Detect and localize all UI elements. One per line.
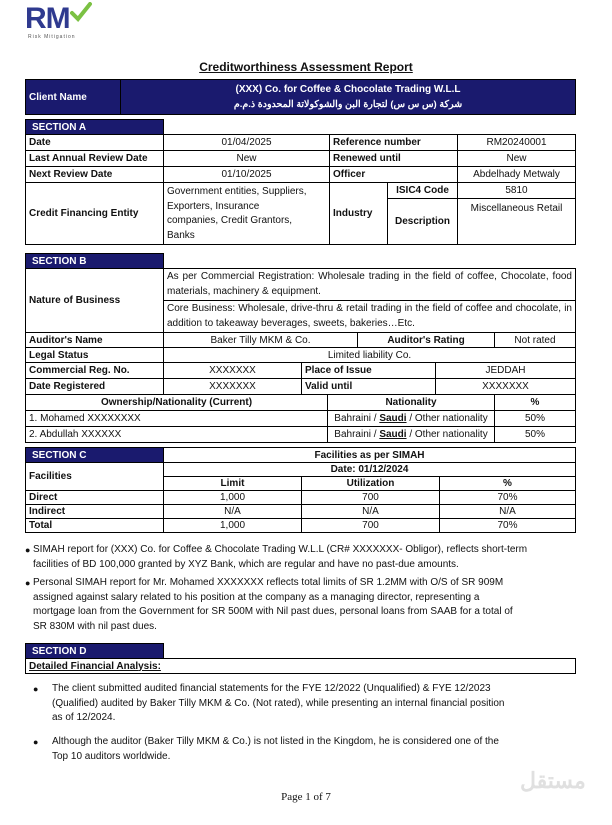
- auditor-rating-value: Not rated: [495, 333, 576, 348]
- renewed-until-label: Renewed until: [330, 151, 458, 167]
- valid-until-value: XXXXXXX: [436, 379, 576, 395]
- bullet-icon: ●: [33, 737, 39, 747]
- table-row: Total 1,000 700 70%: [26, 519, 576, 533]
- simah-company-paragraph: SIMAH report for (XXX) Co. for Coffee & Chocolate Trading W.L.L (CR# XXXXXXX- Obligor), reflects short-term facilities of BD 100,000 granted by XYZ Bank, which are regular and have no past-due amounts.: [33, 544, 528, 570]
- facilities-label: Facilities: [26, 463, 164, 491]
- company-logo: [25, 4, 95, 42]
- nature-of-business-label: Nature of Business: [26, 269, 164, 333]
- table-row: Indirect N/A N/A N/A: [26, 505, 576, 519]
- description-value: Miscellaneous Retail: [458, 199, 576, 245]
- place-of-issue-label: Place of Issue: [302, 363, 436, 379]
- bullet-icon: ●: [25, 545, 31, 555]
- nationality-header: Nationality: [328, 395, 495, 411]
- credit-financing-entity-value: Government entities, Suppliers, Exporters, Insurance companies, Credit Grantors, Banks: [164, 183, 330, 245]
- date-registered-value: XXXXXXX: [164, 379, 302, 395]
- auditor-paragraph: Although the auditor (Baker Tilly MKM & Co.) is not listed in the Kingdom, he is considered one of the Top 10 auditors worldwide.: [52, 736, 499, 762]
- isic-code-label: ISIC4 Code: [388, 183, 458, 199]
- section-d-header: SECTION D: [26, 644, 164, 659]
- next-review-value: 01/10/2025: [164, 167, 330, 183]
- description-label: Description: [388, 199, 458, 245]
- owner-name: 1. Mohamed XXXXXXXX: [26, 411, 328, 427]
- next-review-label: Next Review Date: [26, 167, 164, 183]
- limit-header: Limit: [164, 477, 302, 491]
- renewed-until-value: New: [458, 151, 576, 167]
- utilization-header: Utilization: [302, 477, 440, 491]
- page-number: Page 1 of 7: [281, 791, 331, 803]
- owner-name: 2. Abdullah XXXXXX: [26, 427, 328, 443]
- isic-code-value: 5810: [458, 183, 576, 199]
- ownership-header: Ownership/Nationality (Current): [26, 395, 328, 411]
- client-name-en: (XXX) Co. for Coffee & Chocolate Trading W.L.L: [235, 84, 461, 95]
- bullet-icon: ●: [25, 578, 31, 588]
- date-registered-label: Date Registered: [26, 379, 164, 395]
- report-title: Creditworthiness Assessment Report: [199, 60, 413, 74]
- auditor-name-label: Auditor's Name: [26, 333, 164, 348]
- commercial-reg-label: Commercial Reg. No.: [26, 363, 164, 379]
- owner-pct: 50%: [495, 427, 576, 443]
- client-name-ar: شركة (س س س) لتجارة البن والشوكولاتة المحدودة ذ.م.م: [233, 99, 463, 110]
- owner-nationality: Bahraini / Saudi / Other nationality: [328, 411, 495, 427]
- legal-status-value: Limited liability Co.: [164, 348, 576, 363]
- industry-label: Industry: [330, 183, 388, 245]
- section-b-header: SECTION B: [26, 254, 164, 269]
- pct-header: %: [440, 477, 576, 491]
- bullet-icon: ●: [33, 684, 39, 694]
- facilities-title: Facilities as per SIMAH: [164, 448, 576, 463]
- client-name-table: [25, 79, 576, 115]
- facilities-date: Date: 01/12/2024: [164, 463, 576, 477]
- watermark: مستقل: [520, 768, 586, 793]
- date-label: Date: [26, 135, 164, 151]
- simah-personal-paragraph: Personal SIMAH report for Mr. Mohamed XXXXXXX reflects total limits of SR 1.2MM with O/S of SR 909M assigned against salary related to his position at the company as a managing director, representing a mortgage loan from the Government for SR 500M with Nil past dues, personal loans from SAAB for a total of SR 830M with nil past dues.: [33, 577, 513, 632]
- logo-tagline: Risk Mitigation: [28, 34, 76, 40]
- section-d-table: [25, 643, 576, 674]
- place-of-issue-value: JEDDAH: [436, 363, 576, 379]
- section-a-header: SECTION A: [26, 120, 164, 135]
- owner-row: [26, 411, 576, 427]
- auditor-name-value: Baker Tilly MKM & Co.: [164, 333, 358, 348]
- nature-core-business: Core Business: Wholesale, drive-thru & retail trading in the field of coffee and chocolate, in addition to takeaway beverages, sweets, bakeries…Etc.: [164, 301, 576, 333]
- officer-label: Officer: [330, 167, 458, 183]
- credit-financing-entity-label: Credit Financing Entity: [26, 183, 164, 245]
- officer-value: Abdelhady Metwaly: [458, 167, 576, 183]
- section-b-table: [25, 253, 576, 443]
- section-a-table: [25, 119, 576, 245]
- last-review-value: New: [164, 151, 330, 167]
- owner-pct: 50%: [495, 411, 576, 427]
- reference-number-value: RM20240001: [458, 135, 576, 151]
- commercial-reg-value: XXXXXXX: [164, 363, 302, 379]
- checkmark-icon: [70, 2, 92, 22]
- legal-status-label: Legal Status: [26, 348, 164, 363]
- reference-number-label: Reference number: [330, 135, 458, 151]
- owner-row: [26, 427, 576, 443]
- table-row: Direct 1,000 700 70%: [26, 491, 576, 505]
- ownership-pct-header: %: [495, 395, 576, 411]
- logo-letters: RM: [25, 2, 70, 35]
- auditor-rating-label: Auditor's Rating: [358, 333, 495, 348]
- section-c-table: [25, 447, 576, 533]
- valid-until-label: Valid until: [302, 379, 436, 395]
- detailed-financial-analysis-heading: Detailed Financial Analysis:: [26, 659, 576, 674]
- client-name-label: Client Name: [26, 80, 121, 115]
- date-value: 01/04/2025: [164, 135, 330, 151]
- owner-nationality: Bahraini / Saudi / Other nationality: [328, 427, 495, 443]
- client-name-cell: [121, 80, 576, 115]
- nature-commercial-registration: As per Commercial Registration: Wholesale trading in the field of coffee, Chocolate, food materials, machinery & equipment.: [164, 269, 576, 301]
- last-review-label: Last Annual Review Date: [26, 151, 164, 167]
- section-c-header: SECTION C: [26, 448, 164, 463]
- financial-statements-paragraph: The client submitted audited financial statements for the FYE 12/2022 (Unqualified) & FYE 12/2023 (Qualified) audited by Baker Tilly MKM & Co. (Not rated), while presenting an internal financial position as of 12/2024.: [52, 683, 505, 723]
